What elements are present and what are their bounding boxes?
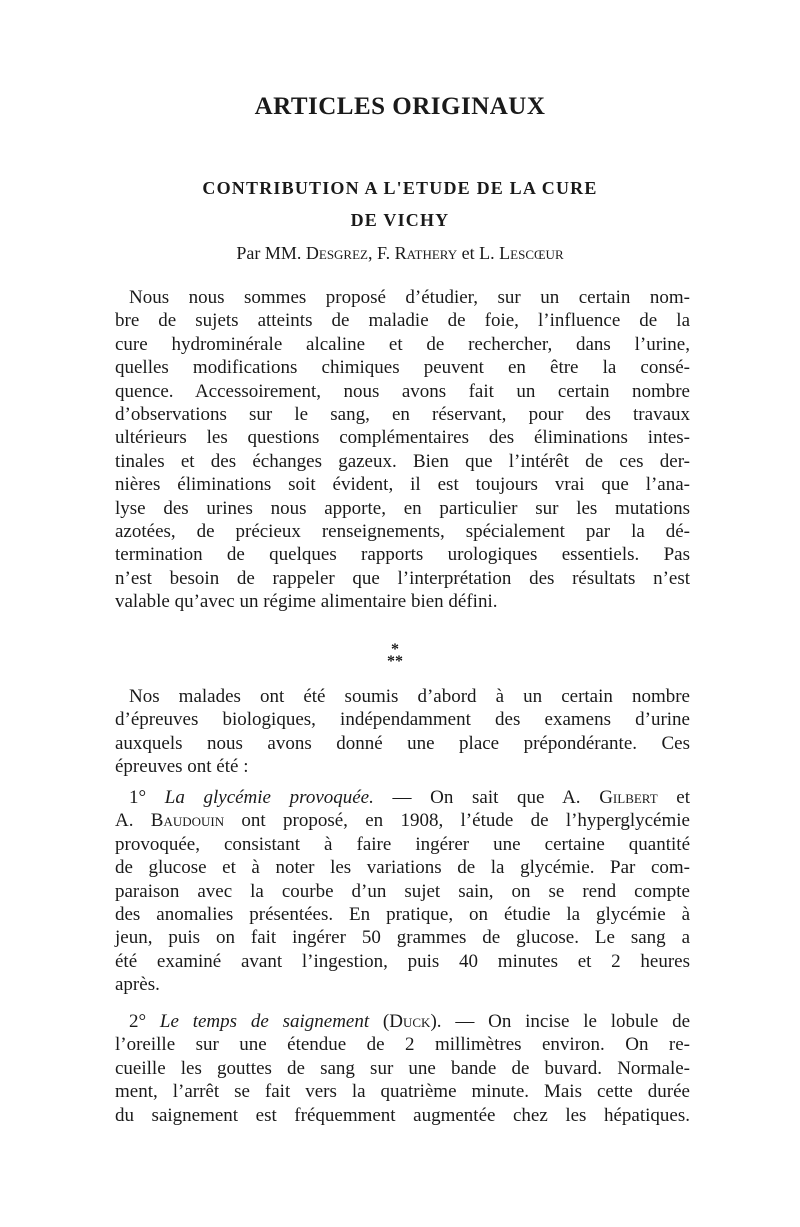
text-line — [115, 1010, 690, 1033]
text-fragment: A. — [115, 810, 151, 832]
asterism-separator — [375, 641, 415, 674]
author-desgrez: Desgrez — [305, 243, 368, 263]
text-line: de glucose et à noter les variations de la glycémie. Par com- — [115, 857, 690, 879]
text-line: bre de sujets atteints de maladie de foie, l’influence de la — [115, 310, 690, 332]
text-line: paraison avec la courbe d’un sujet sain, on se rend compte — [115, 880, 690, 902]
text-line: valable qu’avec un régime alimentaire bien défini. — [115, 591, 498, 613]
text-line: l’oreille sur une étendue de 2 millimètres environ. On re- — [115, 1034, 690, 1056]
text-line: n’est besoin de rappeler que l’interprétation des résultats n’est — [115, 567, 690, 589]
text-line: d’épreuves biologiques, indépendamment des examens d’urine — [115, 709, 690, 731]
text-line: nières éliminations soit évident, il est toujours vrai que l’ana- — [115, 474, 690, 496]
article-title-line-1: CONTRIBUTION A L'ETUDE DE LA CURE — [202, 178, 598, 198]
asterism-bottom: ** — [387, 653, 403, 670]
author-rathery: Rathery — [394, 243, 458, 263]
authors-prefix: Par MM. — [236, 243, 302, 263]
text-line: Nos malades ont été soumis d’abord à un certain nombre — [129, 686, 690, 707]
text-line: jeun, puis on fait ingérer 50 grammes de glucose. Le sang a — [115, 927, 690, 949]
text-line: ment, l’arrêt se fait vers la quatrième minute. Mais cette durée — [115, 1081, 690, 1103]
name-baudouin: Baudouin — [150, 810, 225, 832]
text-line: tinales et des échanges gazeux. Bien que l’intérêt de ces der- — [115, 450, 690, 472]
text-line — [115, 809, 690, 832]
body-paragraph-glycemie — [115, 786, 690, 997]
text-fragment: ( — [369, 1011, 390, 1032]
article-title-line-2: DE VICHY — [350, 210, 450, 230]
body-paragraph-saignement — [115, 1010, 690, 1127]
text-line — [115, 786, 690, 809]
text-fragment: ). — On incise le lobule de — [430, 1011, 690, 1032]
text-line: été examiné avant l’ingestion, puis 40 minutes et 2 heures — [115, 950, 690, 972]
author-rathery-initial: F. — [377, 243, 391, 263]
text-line: provoquée, consistant à faire ingérer une certaine quantité — [115, 833, 690, 855]
text-line: ultérieurs les questions complémentaires des éliminations intes- — [115, 427, 690, 449]
item-heading: Le temps de saignement — [159, 1011, 370, 1032]
text-line: après. — [115, 974, 160, 996]
text-line: quelles modifications chimiques peuvent en être la consé- — [115, 357, 690, 379]
authors-line: Par MM. Desgrez, F. Rathery et L. Lescœur — [236, 243, 564, 263]
text-line: auxquels nous avons donné une place prépondérante. Ces — [115, 732, 690, 754]
author-lescoeur: Lescœur — [499, 243, 564, 263]
article-title — [0, 172, 800, 236]
text-line: cure hydrominérale alcaline et de rechercher, dans l’urine, — [115, 333, 690, 355]
text-line: d’observations sur le sang, en réservant, pour des travaux — [115, 404, 690, 426]
text-line: termination de quelques rapports urologiques essentiels. Pas — [115, 544, 690, 566]
text-line: du saignement est fréquemment augmentée chez les hépatiques. — [115, 1104, 690, 1126]
text-line: épreuves ont été : — [115, 756, 249, 778]
text-line: Nous nous sommes proposé d’étudier, sur un certain nom- — [129, 287, 690, 308]
item-number: 1° — [129, 787, 147, 808]
text-line: azotées, de précieux renseignements, spécialement par la dé- — [115, 521, 690, 543]
text-line: quence. Accessoirement, nous avons fait un certain nombre — [115, 380, 690, 402]
text-line: lyse des urines nous apporte, en particulier sur les mutations — [115, 497, 690, 519]
text-fragment: — On sait que A. — [373, 787, 600, 808]
intro-paragraph — [115, 286, 690, 614]
body-paragraph-epreuves — [115, 685, 690, 779]
text-line: cueille les gouttes de sang sur une bande de buvard. Normale- — [115, 1057, 690, 1079]
text-fragment: ont proposé, en 1908, l’étude de l’hyperglycémie — [224, 810, 690, 832]
author-lescoeur-initial: L. — [479, 243, 495, 263]
section-title: ARTICLES ORIGINAUX — [254, 93, 546, 120]
asterism-top: * — [391, 641, 399, 658]
name-duck: Duck — [389, 1011, 431, 1032]
item-heading: La glycémie provoquée. — [164, 787, 374, 808]
name-gilbert: Gilbert — [599, 787, 658, 808]
authors-conjunction: et — [461, 243, 475, 263]
text-line: des anomalies présentées. En pratique, on étudie la glycémie à — [115, 904, 690, 926]
item-number: 2° — [129, 1011, 147, 1032]
text-fragment: et — [657, 787, 690, 808]
